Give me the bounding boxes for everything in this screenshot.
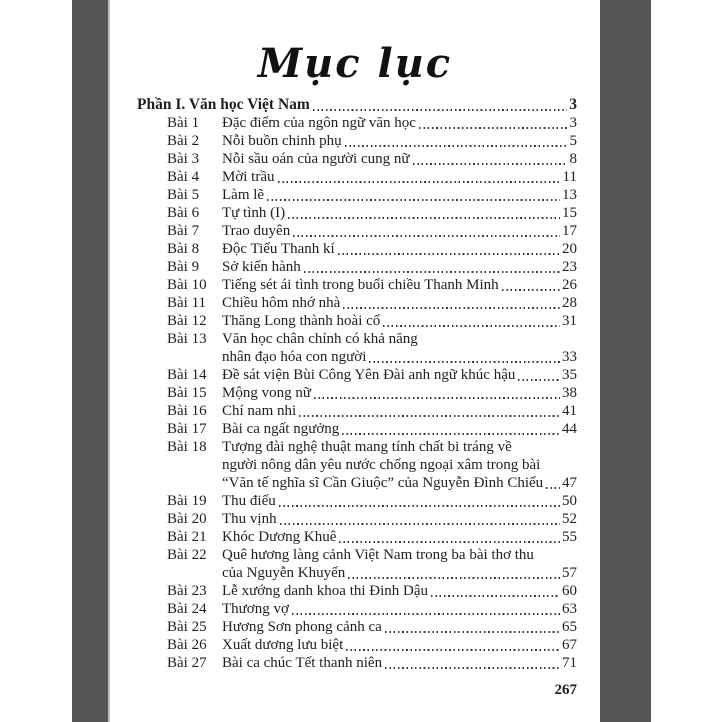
toc-page-number: 55 <box>562 529 577 545</box>
dot-leader <box>314 397 560 399</box>
toc-page-number: 50 <box>562 493 577 509</box>
toc-entry-line <box>222 366 577 384</box>
toc-page-number: 26 <box>562 277 577 293</box>
toc-page-number: 52 <box>562 511 577 527</box>
dot-leader <box>313 109 567 111</box>
dot-leader <box>304 271 560 273</box>
toc-entry-row <box>137 654 577 672</box>
book-page <box>110 0 600 722</box>
toc-entry-number: Bài 7 <box>167 223 200 239</box>
toc-entry-line <box>222 204 577 222</box>
toc-entry-line <box>222 474 577 492</box>
toc-entry-line <box>222 618 577 636</box>
toc-entry-row <box>137 132 577 150</box>
toc-page-number: 71 <box>562 655 577 671</box>
dot-leader <box>385 667 560 669</box>
dot-leader <box>419 127 568 129</box>
toc-entry-row <box>137 168 577 186</box>
toc-entry-line <box>222 636 577 654</box>
toc-entry-row <box>137 240 577 258</box>
toc-entry-row <box>137 402 577 420</box>
toc-entry-number: Bài 17 <box>167 421 207 437</box>
toc-entry-text: “Văn tế nghĩa sĩ Cần Giuộc” của Nguyễn Đình Chiểu <box>222 475 544 491</box>
toc-entry-number: Bài 3 <box>167 151 200 167</box>
toc-entry-row <box>137 366 577 384</box>
toc-entry-number: Bài 11 <box>167 295 207 311</box>
toc-entry-text: Bài ca ngất ngưởng <box>222 421 340 437</box>
page-number: 267 <box>554 682 577 698</box>
toc-page-number: 44 <box>562 421 577 437</box>
toc-entry-number: Bài 9 <box>167 259 200 275</box>
toc-entry-title <box>222 168 577 186</box>
toc-entry-row <box>137 438 577 492</box>
toc-entry-title <box>222 276 577 294</box>
dot-leader <box>369 361 560 363</box>
page-title: Mục lục <box>257 40 453 87</box>
toc-entry-line <box>222 510 577 528</box>
toc-entry-line <box>222 258 577 276</box>
toc-entry-line <box>222 348 577 366</box>
toc-entry-line <box>222 312 577 330</box>
toc-entry-number: Bài 15 <box>167 385 207 401</box>
toc-page-number: 41 <box>562 403 577 419</box>
book-cover-right-edge <box>600 0 651 722</box>
dot-leader <box>278 181 561 183</box>
toc-entry-title <box>222 150 577 168</box>
dot-leader <box>299 415 560 417</box>
toc-entry-title <box>222 312 577 330</box>
dot-leader <box>293 235 560 237</box>
dot-leader <box>413 163 568 165</box>
toc-page-number: 57 <box>562 565 577 581</box>
toc-entry-number: Bài 5 <box>167 187 200 203</box>
toc-entry-title <box>222 492 577 510</box>
dot-leader <box>288 217 560 219</box>
dot-leader <box>383 325 560 327</box>
toc-entry-title <box>222 204 577 222</box>
toc-entry-title <box>222 510 577 528</box>
toc-entry-row <box>137 618 577 636</box>
toc-entry-number: Bài 27 <box>167 655 207 671</box>
dot-leader <box>279 505 560 507</box>
toc-entry-title <box>222 438 577 492</box>
toc-entry-title <box>222 600 577 618</box>
toc-entry-number: Bài 22 <box>167 547 207 563</box>
dot-leader <box>267 199 560 201</box>
toc-entry-row <box>137 222 577 240</box>
table-of-contents <box>110 96 600 672</box>
toc-entry-number: Bài 18 <box>167 439 207 455</box>
toc-entry-number: Bài 25 <box>167 619 207 635</box>
toc-entry-title <box>222 636 577 654</box>
toc-entry-text: Chiều hôm nhớ nhà <box>222 295 341 311</box>
background-left <box>0 0 72 722</box>
toc-entry-row <box>137 636 577 654</box>
toc-entry-row <box>137 114 577 132</box>
toc-section-page-number: 3 <box>569 96 577 113</box>
toc-entry-number: Bài 4 <box>167 169 200 185</box>
toc-entry-number: Bài 20 <box>167 511 207 527</box>
toc-entry-row <box>137 150 577 168</box>
toc-entry-text: Hương Sơn phong cảnh ca <box>222 619 382 635</box>
toc-entry-number: Bài 19 <box>167 493 207 509</box>
toc-entry-row <box>137 204 577 222</box>
dot-leader <box>546 487 560 489</box>
toc-entry-text: Nỗi sầu oán của người cung nữ <box>222 151 410 167</box>
toc-entry-line <box>222 240 577 258</box>
book-cover-left-edge <box>72 0 110 722</box>
toc-entry-line <box>222 546 577 564</box>
toc-entry-text: của Nguyễn Khuyến <box>222 565 346 581</box>
toc-page-number: 20 <box>562 241 577 257</box>
toc-entry-line <box>222 582 577 600</box>
background-right <box>651 0 722 722</box>
toc-entry-text: Tự tình (I) <box>222 205 286 221</box>
toc-page-number: 65 <box>562 619 577 635</box>
dot-leader <box>348 577 560 579</box>
toc-entry-title <box>222 240 577 258</box>
toc-page-number: 33 <box>562 349 577 365</box>
toc-entry-number: Bài 16 <box>167 403 207 419</box>
toc-entry-line <box>222 384 577 402</box>
toc-entry-line <box>222 564 577 582</box>
toc-entry-line <box>222 330 577 348</box>
toc-entry-line <box>222 150 577 168</box>
toc-entry-line <box>222 276 577 294</box>
toc-entry-title <box>222 654 577 672</box>
toc-entry-line <box>222 402 577 420</box>
toc-entry-text: Xuất dương lưu biệt <box>222 637 344 653</box>
toc-entry-number: Bài 1 <box>167 115 200 131</box>
toc-entry-title <box>222 618 577 636</box>
toc-entry-line <box>222 186 577 204</box>
toc-entry-text: Mời trầu <box>222 169 275 185</box>
toc-entry-title <box>222 384 577 402</box>
toc-entry-text: Trao duyên <box>222 223 291 239</box>
dot-leader <box>343 307 560 309</box>
toc-entry-text: Lễ xướng danh khoa thi Đinh Dậu <box>222 583 429 599</box>
toc-entry-number: Bài 21 <box>167 529 207 545</box>
toc-entry-line <box>222 168 577 186</box>
dot-leader <box>431 595 560 597</box>
toc-entry-row <box>137 330 577 366</box>
toc-entry-title <box>222 582 577 600</box>
toc-page-number: 28 <box>562 295 577 311</box>
toc-entry-line <box>222 600 577 618</box>
toc-entry-text: Thương vợ <box>222 601 289 617</box>
dot-leader <box>502 289 560 291</box>
toc-entry-title <box>222 186 577 204</box>
toc-entry-title <box>222 294 577 312</box>
toc-entry-title <box>222 222 577 240</box>
toc-entry-title <box>222 330 577 366</box>
toc-entry-text: người nông dân yêu nước chống ngoại xâm trong bài <box>222 457 541 473</box>
toc-entry-line <box>222 132 577 150</box>
toc-entry-text: Làm lẽ <box>222 187 265 203</box>
dot-leader <box>338 253 560 255</box>
toc-entry-text: Tượng đài nghệ thuật mang tính chất bi tráng về <box>222 439 512 455</box>
toc-entry-row <box>137 384 577 402</box>
toc-entry-number: Bài 13 <box>167 331 207 347</box>
toc-entry-row <box>137 312 577 330</box>
dot-leader <box>339 541 560 543</box>
dot-leader <box>345 145 568 147</box>
toc-entry-title <box>222 132 577 150</box>
toc-entry-text: Khóc Dương Khuê <box>222 529 337 545</box>
toc-entry-number: Bài 12 <box>167 313 207 329</box>
toc-page-number: 35 <box>562 367 577 383</box>
toc-entry-title <box>222 420 577 438</box>
toc-entry-line <box>222 222 577 240</box>
toc-entry-text: Văn học chân chính có khả năng <box>222 331 418 347</box>
toc-page-number: 5 <box>569 133 577 149</box>
toc-entry-text: Đặc điểm của ngôn ngữ văn học <box>222 115 416 131</box>
toc-entry-number: Bài 6 <box>167 205 200 221</box>
toc-entry-row <box>137 546 577 582</box>
toc-page-number: 67 <box>562 637 577 653</box>
toc-entry-line <box>222 528 577 546</box>
toc-entry-text: Nỗi buồn chinh phụ <box>222 133 342 149</box>
toc-page-number: 13 <box>562 187 577 203</box>
toc-entry-row <box>137 420 577 438</box>
toc-entry-row <box>137 186 577 204</box>
toc-entry-row <box>137 258 577 276</box>
toc-entry-number: Bài 14 <box>167 367 207 383</box>
toc-entry-number: Bài 26 <box>167 637 207 653</box>
toc-entry-title <box>222 546 577 582</box>
toc-page-number: 31 <box>562 313 577 329</box>
toc-entry-text: Sở kiến hành <box>222 259 301 275</box>
toc-entry-row <box>137 492 577 510</box>
dot-leader <box>518 379 560 381</box>
toc-page-number: 3 <box>569 115 577 131</box>
dot-leader <box>346 649 560 651</box>
toc-entry-text: Thăng Long thành hoài cổ <box>222 313 381 329</box>
toc-entry-number: Bài 2 <box>167 133 200 149</box>
toc-entry-row <box>137 600 577 618</box>
toc-entry-number: Bài 10 <box>167 277 207 293</box>
dot-leader <box>342 433 560 435</box>
toc-entry-line <box>222 654 577 672</box>
toc-entry-row <box>137 276 577 294</box>
toc-entry-text: Thu vịnh <box>222 511 277 527</box>
toc-entry-number: Bài 24 <box>167 601 207 617</box>
toc-page-number: 23 <box>562 259 577 275</box>
toc-page-number: 60 <box>562 583 577 599</box>
toc-entry-text: Thu điếu <box>222 493 276 509</box>
toc-entry-number: Bài 8 <box>167 241 200 257</box>
toc-page-number: 38 <box>562 385 577 401</box>
toc-entry-text: Bài ca chúc Tết thanh niên <box>222 655 383 671</box>
toc-entry-line <box>222 420 577 438</box>
toc-page-number: 15 <box>562 205 577 221</box>
toc-page-number: 11 <box>562 169 577 185</box>
toc-entry-row <box>137 510 577 528</box>
toc-entry-line <box>222 294 577 312</box>
toc-page-number: 47 <box>562 475 577 491</box>
toc-entry-text: Quê hương làng cảnh Việt Nam trong ba bài thơ thu <box>222 547 534 563</box>
toc-entry-line <box>222 114 577 132</box>
dot-leader <box>280 523 560 525</box>
toc-entry-row <box>137 528 577 546</box>
toc-entry-line <box>222 492 577 510</box>
toc-entry-number: Bài 23 <box>167 583 207 599</box>
toc-entry-title <box>222 366 577 384</box>
toc-entry-line <box>222 438 577 456</box>
toc-page-number: 17 <box>562 223 577 239</box>
dot-leader <box>292 613 560 615</box>
toc-entry-row <box>137 294 577 312</box>
toc-entry-title <box>222 114 577 132</box>
toc-entry-title <box>222 402 577 420</box>
toc-page-number: 8 <box>569 151 577 167</box>
toc-entry-text: nhân đạo hóa con người <box>222 349 367 365</box>
toc-entry-text: Chí nam nhi <box>222 403 297 419</box>
toc-entry-text: Mộng vong nữ <box>222 385 311 401</box>
toc-entry-title <box>222 528 577 546</box>
toc-page-number: 63 <box>562 601 577 617</box>
toc-section-row <box>137 96 577 114</box>
toc-entries <box>137 114 577 672</box>
toc-entry-row <box>137 582 577 600</box>
toc-entry-text: Đề sát viện Bùi Công Yên Đài anh ngữ khúc hậu <box>222 367 516 383</box>
dot-leader <box>385 631 560 633</box>
toc-section-label: Phần I. Văn học Việt Nam <box>137 96 310 113</box>
toc-entry-text: Tiếng sét ái tình trong buổi chiều Thanh Minh <box>222 277 499 293</box>
toc-entry-text: Độc Tiểu Thanh kí <box>222 241 335 257</box>
toc-entry-line <box>222 456 577 474</box>
toc-entry-title <box>222 258 577 276</box>
